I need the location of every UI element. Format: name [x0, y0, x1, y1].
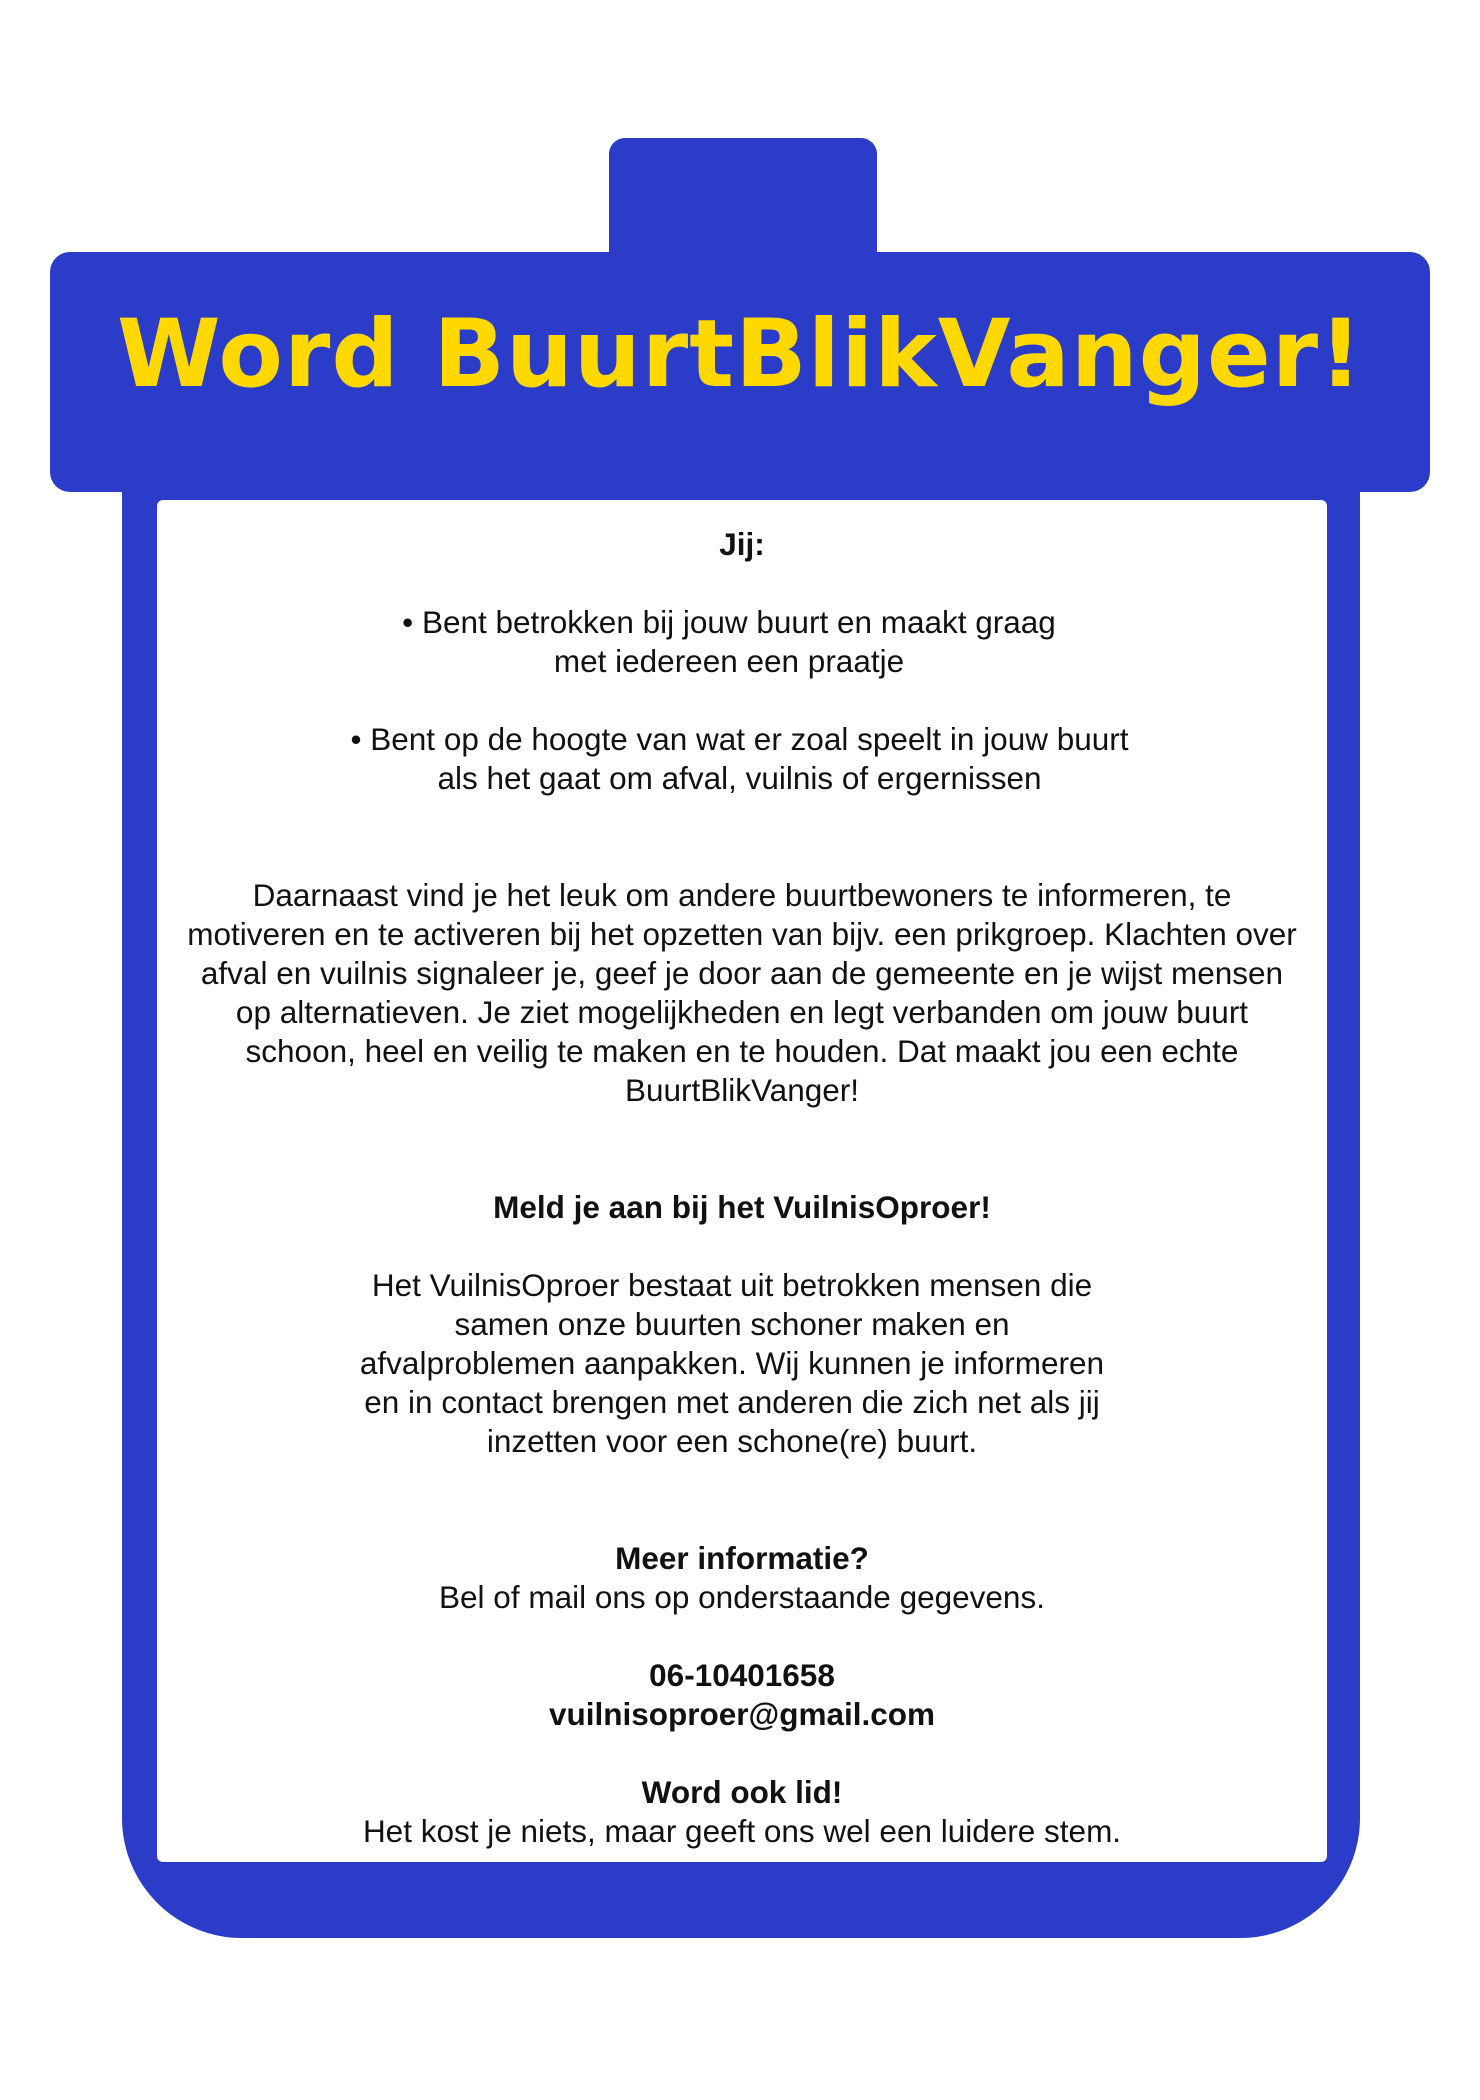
signup-paragraph: Het VuilnisOproer bestaat uit betrokken mensen die samen onze buurten schoner maken en afvalproblemen aanpakken. Wij kunnen je informeren en in contact brengen met anderen die zich net als jij inzetten voor een schone(re) buurt.	[359, 1267, 1105, 1459]
membership-text: Het kost je niets, maar geeft ons wel een luidere stem.	[362, 1813, 1122, 1849]
flyer-content	[157, 525, 1327, 1851]
intro-heading: Jij:	[719, 526, 765, 562]
contact-phone: 06-10401658	[649, 1657, 835, 1693]
membership-heading: Word ook lid!	[641, 1774, 843, 1810]
bullet-item: • Bent betrokken bij jouw buurt en maakt graag met iedereen een praatje	[402, 604, 1056, 679]
info-heading: Meer informatie?	[615, 1540, 869, 1576]
description-paragraph: Daarnaast vind je het leuk om andere buurtbewoners te informeren, te motiveren en te activeren bij het opzetten van bijv. een prikgroep. Klachten over afval en vuilnis signaleer je, geef je door aan de gemeente en je wijst mensen op alternatieven. Je ziet mogelijkheden en legt verbanden om jouw buurt schoon, heel en veilig te maken en te houden. Dat maakt jou een echte BuurtBlikVanger!	[187, 877, 1297, 1108]
contact-email: vuilnisoproer@gmail.com	[548, 1696, 936, 1732]
bullet-item: • Bent op de hoogte van wat er zoal speelt in jouw buurt als het gaat om afval, vuilnis of ergernissen	[350, 721, 1129, 796]
info-text: Bel of mail ons op onderstaande gegevens.	[439, 1579, 1045, 1615]
signup-heading: Meld je aan bij het VuilnisOproer!	[493, 1189, 991, 1225]
page-title: Word BuurtBlikVanger!	[117, 300, 1363, 409]
